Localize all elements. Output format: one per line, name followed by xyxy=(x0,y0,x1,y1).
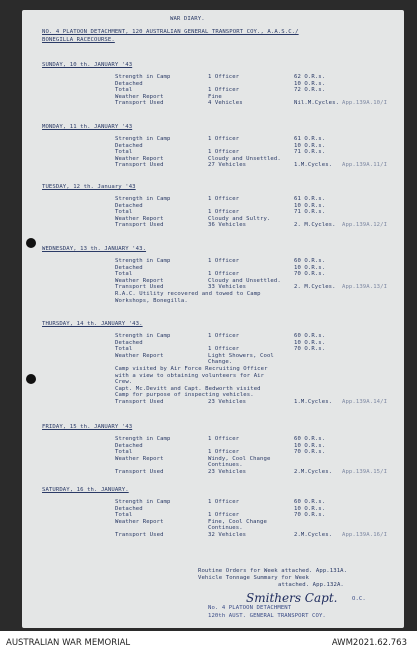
entry-value: 32 Vehicles xyxy=(208,532,247,538)
appendix-ref: App.139A.10/I xyxy=(342,100,388,107)
entry-value: 1 Officer xyxy=(208,74,240,80)
day-heading: WEDNESDAY, 13 th. JANUARY '43. xyxy=(42,246,147,252)
entry-label: Weather Report xyxy=(115,352,164,359)
day-heading: SATURDAY, 16 th. JANUARY. xyxy=(42,487,129,493)
entry-count: 61 O.R.s. xyxy=(294,136,326,142)
entry-value: Continues. xyxy=(208,525,243,532)
day-note: with a view to obtaining volunteers for Air xyxy=(115,372,265,379)
entry-label: Detached xyxy=(115,80,143,87)
entry-label: Weather Report xyxy=(115,215,164,222)
diary-page xyxy=(22,10,404,628)
appendix-ref: App.139A.11/I xyxy=(342,162,388,169)
entry-count: 71 O.R.s. xyxy=(294,149,326,156)
entry-label: Total xyxy=(115,346,133,353)
stamp-oc: O.C. xyxy=(352,596,366,602)
entry-count: 70 O.R.s. xyxy=(294,512,326,519)
entry-count: 10 O.R.s. xyxy=(294,505,326,512)
entry-label: Detached xyxy=(115,202,143,209)
entry-label: Weather Report xyxy=(115,455,164,462)
entry-value: 1 Officer xyxy=(208,136,240,142)
entry-value: 1 Officer xyxy=(208,346,240,353)
punch-hole-lower xyxy=(26,374,36,384)
entry-value: 1 Officer xyxy=(208,333,240,339)
entry-label: Strength in Camp xyxy=(115,136,171,142)
entry-label: Total xyxy=(115,149,133,156)
entry-value: Light Showers, Cool xyxy=(208,352,274,359)
entry-label: Detached xyxy=(115,442,143,449)
entry-count: 62 O.R.s. xyxy=(294,74,326,80)
entry-label: Transport Used xyxy=(115,469,164,475)
entry-value: 33 Vehicles xyxy=(208,284,247,291)
day-heading: FRIDAY, 15 th. JANUARY '43 xyxy=(42,424,133,430)
stamp-platoon: No. 4 PLATOON DETACHMENT xyxy=(208,605,292,611)
entry-count: 61 O.R.s. xyxy=(294,196,326,202)
day-heading: SUNDAY, 10 th. JANUARY '43 xyxy=(42,62,133,68)
entry-label: Detached xyxy=(115,339,143,346)
entry-value: Continues. xyxy=(208,462,243,469)
entry-value: Change. xyxy=(208,359,233,366)
entry-value: Cloudy and Sultry. xyxy=(208,215,271,222)
entry-label: Total xyxy=(115,87,133,94)
footer-left: AUSTRALIAN WAR MEMORIAL xyxy=(6,638,131,648)
entry-count: 2.M.Cycles. xyxy=(294,469,333,475)
appendix-ref: App.139A.12/I xyxy=(342,222,388,229)
entry-value: Fine, Cool Change xyxy=(208,518,267,525)
entry-count: 10 O.R.s. xyxy=(294,442,326,449)
entry-label: Strength in Camp xyxy=(115,499,171,505)
entry-count: 70 O.R.s. xyxy=(294,346,326,353)
entry-value: Cloudy and Unsettled. xyxy=(208,277,281,284)
entry-label: Transport Used xyxy=(115,532,164,538)
entry-value: 1 Officer xyxy=(208,258,240,264)
footer-bar xyxy=(0,631,417,653)
entry-count: 60 O.R.s. xyxy=(294,333,326,339)
day-note: Camp visited by Air Force Recruiting Officer xyxy=(115,366,268,372)
appendix-ref: App.139A.15/I xyxy=(342,469,388,475)
day-note: Camp for purpose of inspecting vehicles. xyxy=(115,392,254,399)
entry-count: 2. M.Cycles. xyxy=(294,284,336,291)
entry-value: Fine xyxy=(208,93,222,100)
entry-count: 72 O.R.s. xyxy=(294,87,326,94)
day-heading: MONDAY, 11 th. JANUARY '43 xyxy=(42,124,133,130)
entry-label: Transport Used xyxy=(115,399,164,405)
page-title: WAR DIARY. xyxy=(170,16,205,22)
entry-count: 1.M.Cycles. xyxy=(294,162,333,169)
entry-count: 70 O.R.s. xyxy=(294,271,326,278)
entry-label: Transport Used xyxy=(115,162,164,169)
entry-label: Total xyxy=(115,209,133,216)
entry-label: Transport Used xyxy=(115,222,164,229)
entry-label: Total xyxy=(115,271,133,278)
entry-label: Strength in Camp xyxy=(115,74,171,80)
entry-count: Nil.M.Cycles. xyxy=(294,100,340,107)
entry-value: 1 Officer xyxy=(208,271,240,278)
entry-value: 1 Officer xyxy=(208,449,240,456)
entry-value: 1 Officer xyxy=(208,149,240,156)
entry-label: Total xyxy=(115,449,133,456)
entry-label: Strength in Camp xyxy=(115,196,171,202)
entry-value: 36 Vehicles xyxy=(208,222,247,229)
entry-value: 1 Officer xyxy=(208,512,240,519)
entry-value: Windy, Cool Change xyxy=(208,455,271,462)
entry-count: 10 O.R.s. xyxy=(294,202,326,209)
appendix-ref: App.139A.14/I xyxy=(342,399,388,405)
entry-label: Weather Report xyxy=(115,155,164,162)
entry-label: Transport Used xyxy=(115,284,164,291)
entry-value: Cloudy and Unsettled. xyxy=(208,155,281,162)
entry-value: 1 Officer xyxy=(208,499,240,505)
entry-count: 10 O.R.s. xyxy=(294,142,326,149)
entry-label: Weather Report xyxy=(115,277,164,284)
entry-value: 27 Vehicles xyxy=(208,162,247,169)
entry-label: Total xyxy=(115,512,133,519)
entry-label: Strength in Camp xyxy=(115,333,171,339)
signature: Smithers Capt. xyxy=(246,591,338,605)
entry-value: 1 Officer xyxy=(208,87,240,94)
stamp-company: 120th AUST. GENERAL TRANSPORT COY. xyxy=(208,613,326,619)
entry-value: 4 Vehicles xyxy=(208,100,243,107)
entry-count: 2.M.Cycles. xyxy=(294,532,333,538)
entry-value: 1 Officer xyxy=(208,196,240,202)
entry-count: 60 O.R.s. xyxy=(294,436,326,442)
entry-label: Weather Report xyxy=(115,518,164,525)
entry-label: Detached xyxy=(115,142,143,149)
entry-label: Transport Used xyxy=(115,100,164,107)
entry-count: 70 O.R.s. xyxy=(294,449,326,456)
entry-value: 23 Vehicles xyxy=(208,469,247,475)
entry-count: 10 O.R.s. xyxy=(294,264,326,271)
day-note: Workshops, Bonegilla. xyxy=(115,297,188,304)
day-heading: TUESDAY, 12 th. January '43 xyxy=(42,184,136,190)
day-note: Crew. xyxy=(115,379,133,386)
entry-label: Strength in Camp xyxy=(115,258,171,264)
entry-label: Strength in Camp xyxy=(115,436,171,442)
entry-label: Weather Report xyxy=(115,93,164,100)
day-heading: THURSDAY, 14 th. JANUARY '43. xyxy=(42,321,143,327)
appendix-ref: App.139A.13/I xyxy=(342,284,388,291)
entry-value: 23 Vehicles xyxy=(208,399,247,405)
entry-label: Detached xyxy=(115,505,143,512)
entry-count: 71 O.R.s. xyxy=(294,209,326,216)
closing-line-1: Routine Orders for Week attached. App.131A. xyxy=(198,568,348,574)
entry-value: 1 Officer xyxy=(208,209,240,216)
entry-count: 10 O.R.s. xyxy=(294,80,326,87)
entry-count: 2. M.Cycles. xyxy=(294,222,336,229)
entry-value: 1 Officer xyxy=(208,436,240,442)
footer-right: AWM2021.62.763 xyxy=(331,638,407,648)
day-note: R.A.C. Utility recovered and towed to Camp xyxy=(115,291,261,297)
entry-count: 10 O.R.s. xyxy=(294,339,326,346)
closing-line-3: attached. App.132A. xyxy=(278,582,344,588)
entry-count: 60 O.R.s. xyxy=(294,499,326,505)
unit-heading: NO. 4 PLATOON DETACHMENT, 120 AUSTRALIAN GENERAL TRANSPORT COY., A.A.S.C./ xyxy=(42,29,299,35)
entry-count: 60 O.R.s. xyxy=(294,258,326,264)
closing-line-2: Vehicle Tonnage Summary for Week xyxy=(198,575,309,581)
entry-count: 1.M.Cycles. xyxy=(294,399,333,405)
entry-label: Detached xyxy=(115,264,143,271)
punch-hole-upper xyxy=(26,238,36,248)
appendix-ref: App.139A.16/I xyxy=(342,532,388,538)
location-heading: BONEGILLA RACECOURSE. xyxy=(42,37,115,43)
day-note: Capt. Mc.Devitt and Capt. Bedworth visited xyxy=(115,385,261,392)
